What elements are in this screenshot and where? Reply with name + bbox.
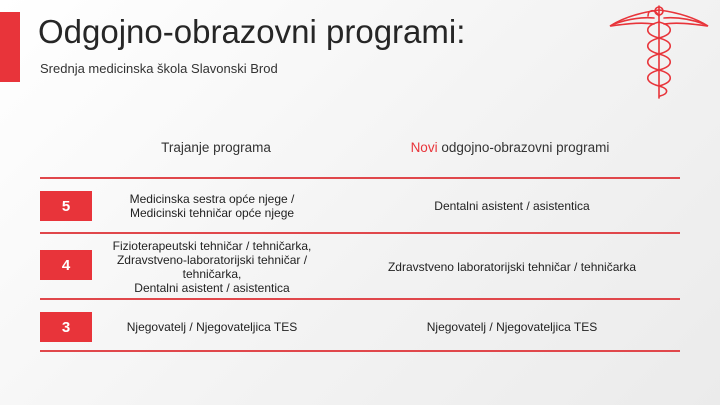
new-program-cell: Njegovatelj / Njegovateljica TES (426, 320, 598, 334)
program-line: Medicinska sestra opće njege / (129, 192, 295, 206)
program-line: Zdravstveno-laboratorijski tehničar / (116, 253, 308, 267)
current-programs-cell (106, 239, 318, 295)
page-subtitle: Srednja medicinska škola Slavonski Brod (40, 61, 278, 76)
duration-badge: 4 (40, 250, 92, 280)
duration-badge: 5 (40, 191, 92, 221)
table-divider (40, 177, 680, 179)
current-programs-cell (106, 320, 318, 334)
new-label: Novi (410, 140, 438, 155)
caduceus-logo-icon (604, 2, 714, 102)
column-header-new-programs (360, 140, 660, 155)
column-header-duration: Trajanje programa (161, 140, 271, 155)
new-program-cell: Zdravstveno laboratorijski tehničar / tehničarka (387, 260, 637, 274)
table-divider (40, 350, 680, 352)
table-divider (40, 232, 680, 234)
program-line: Dentalni asistent / asistentica (134, 281, 290, 295)
title-accent-bar (0, 12, 20, 82)
program-line: Njegovatelj / Njegovateljica TES (126, 320, 298, 334)
column-header-new-programs-text: odgojno-obrazovni programi (437, 140, 610, 155)
new-program-cell: Dentalni asistent / asistentica (434, 199, 590, 213)
program-line: Medicinski tehničar opće njege (129, 206, 295, 220)
current-programs-cell (106, 192, 318, 220)
page-title: Odgojno-obrazovni programi: (38, 13, 466, 50)
duration-badge: 3 (40, 312, 92, 342)
program-line: Fizioterapeutski tehničar / tehničarka, (112, 239, 312, 253)
program-line: tehničarka, (182, 267, 242, 281)
table-divider (40, 298, 680, 300)
